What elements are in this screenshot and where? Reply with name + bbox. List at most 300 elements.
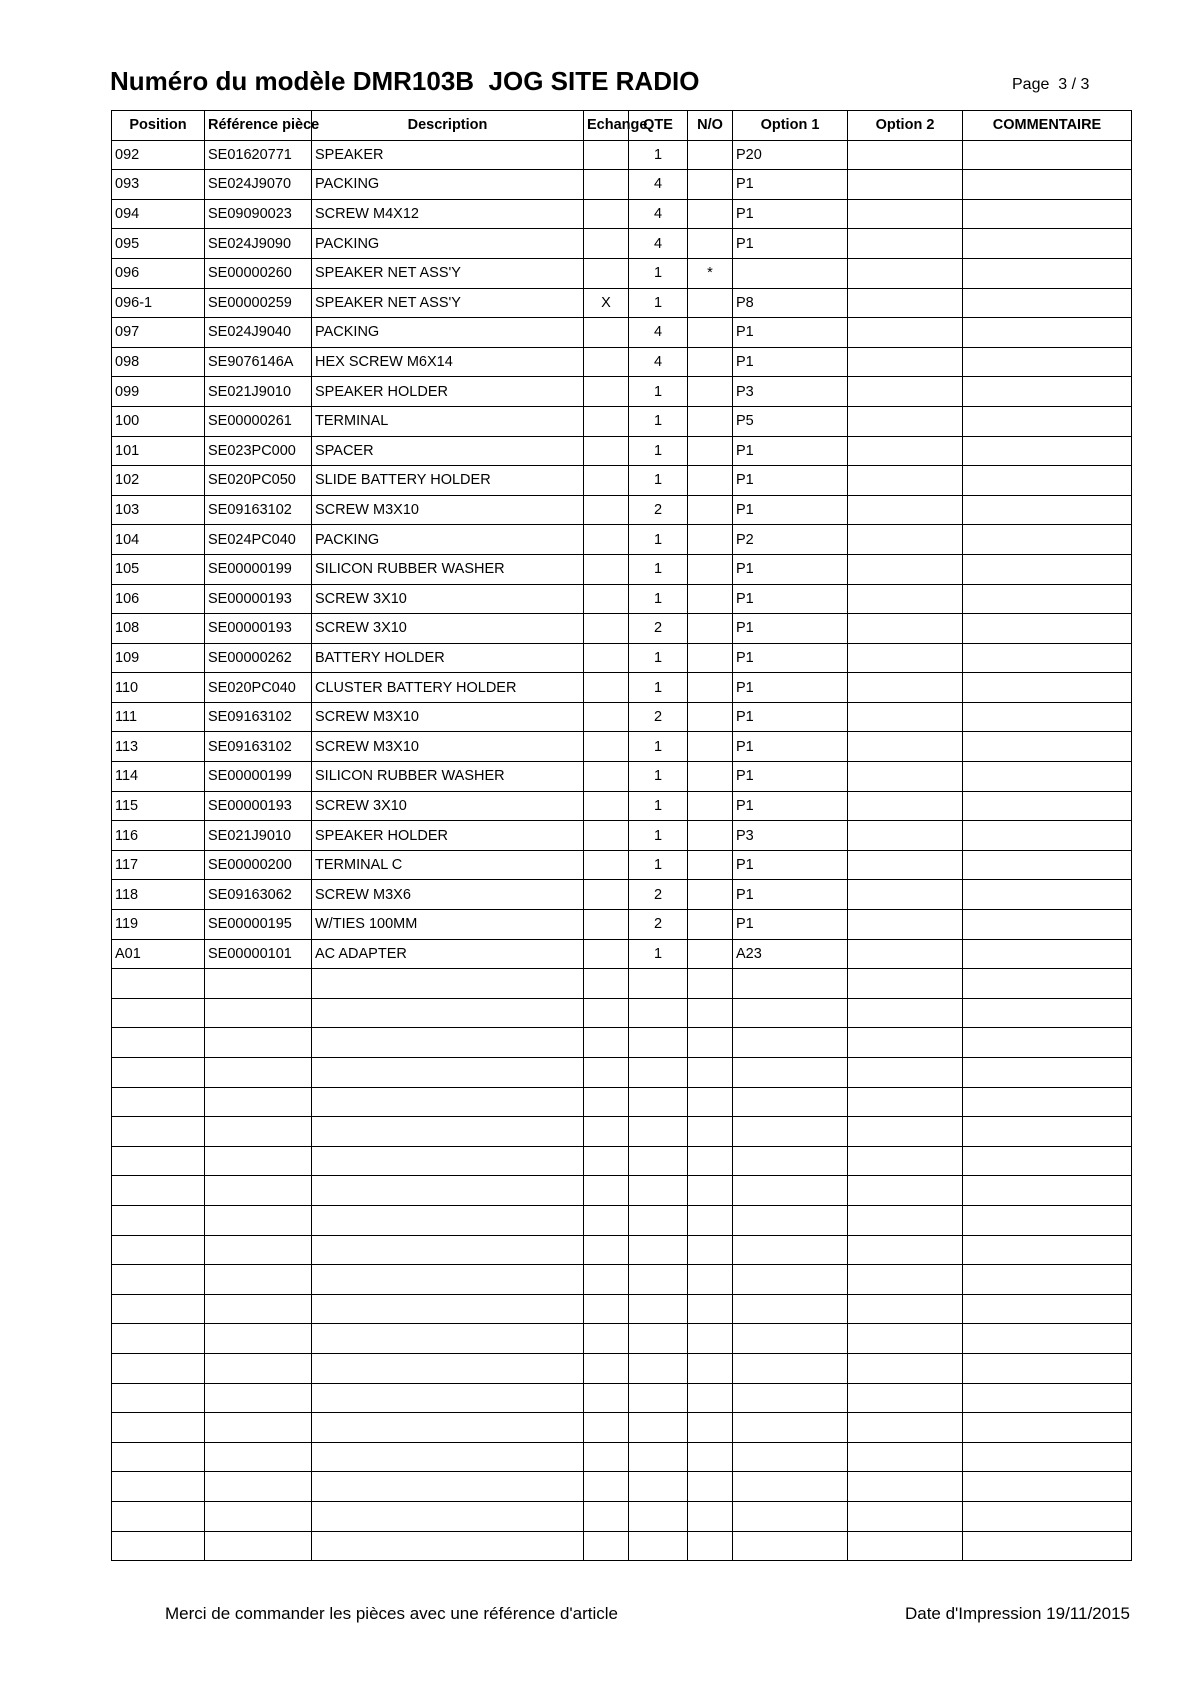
cell-echange xyxy=(584,1383,629,1413)
empty-table-row xyxy=(112,1501,1132,1531)
cell-description xyxy=(312,1353,584,1383)
cell-qte: 1 xyxy=(629,673,688,703)
cell-reference xyxy=(205,1176,312,1206)
cell-reference: SE09163102 xyxy=(205,702,312,732)
empty-table-row xyxy=(112,1531,1132,1561)
cell-option-1: P1 xyxy=(733,584,848,614)
table-row xyxy=(112,140,1132,170)
parts-table xyxy=(111,110,1132,1561)
cell-position: 110 xyxy=(112,673,205,703)
empty-table-row xyxy=(112,1472,1132,1502)
table-row xyxy=(112,258,1132,288)
empty-table-row xyxy=(112,1442,1132,1472)
cell-qte xyxy=(629,1205,688,1235)
cell-description: PACKING xyxy=(312,318,584,348)
cell-reference: SE09163102 xyxy=(205,732,312,762)
empty-table-row xyxy=(112,1265,1132,1295)
cell-echange xyxy=(584,1146,629,1176)
table-row xyxy=(112,584,1132,614)
cell-description: SPEAKER NET ASS'Y xyxy=(312,258,584,288)
cell-no xyxy=(688,762,733,792)
cell-position: 094 xyxy=(112,199,205,229)
column-header-option-1: Option 1 xyxy=(733,111,848,141)
cell-position xyxy=(112,1501,205,1531)
cell-echange xyxy=(584,554,629,584)
cell-position: 100 xyxy=(112,406,205,436)
table-row xyxy=(112,347,1132,377)
cell-option-2 xyxy=(848,1235,963,1265)
cell-no xyxy=(688,1353,733,1383)
cell-no xyxy=(688,495,733,525)
cell-description: TERMINAL C xyxy=(312,850,584,880)
column-header-no: N/O xyxy=(688,111,733,141)
cell-description: SPEAKER xyxy=(312,140,584,170)
cell-echange xyxy=(584,318,629,348)
table-row xyxy=(112,199,1132,229)
page-number: Page 3 / 3 xyxy=(1012,76,1090,93)
cell-reference: SE00000199 xyxy=(205,554,312,584)
cell-commentaire xyxy=(963,1146,1132,1176)
cell-qte: 1 xyxy=(629,377,688,407)
cell-commentaire xyxy=(963,821,1132,851)
cell-position xyxy=(112,1353,205,1383)
cell-echange xyxy=(584,1531,629,1561)
cell-no xyxy=(688,1146,733,1176)
cell-no xyxy=(688,318,733,348)
cell-description: SILICON RUBBER WASHER xyxy=(312,554,584,584)
cell-qte xyxy=(629,998,688,1028)
cell-commentaire xyxy=(963,1265,1132,1295)
cell-qte xyxy=(629,1176,688,1206)
cell-description xyxy=(312,969,584,999)
cell-no xyxy=(688,1413,733,1443)
cell-reference: SE09163062 xyxy=(205,880,312,910)
cell-option-2 xyxy=(848,140,963,170)
empty-table-row xyxy=(112,1383,1132,1413)
cell-option-1 xyxy=(733,1294,848,1324)
cell-position: 113 xyxy=(112,732,205,762)
empty-table-row xyxy=(112,1205,1132,1235)
table-header-row xyxy=(112,111,1132,141)
cell-reference xyxy=(205,1324,312,1354)
cell-no xyxy=(688,170,733,200)
cell-echange xyxy=(584,998,629,1028)
cell-no xyxy=(688,643,733,673)
cell-no xyxy=(688,880,733,910)
cell-no xyxy=(688,584,733,614)
cell-qte: 1 xyxy=(629,732,688,762)
cell-position: 096 xyxy=(112,258,205,288)
cell-echange xyxy=(584,1324,629,1354)
cell-echange xyxy=(584,1117,629,1147)
cell-echange xyxy=(584,850,629,880)
cell-no xyxy=(688,1117,733,1147)
cell-qte: 2 xyxy=(629,702,688,732)
cell-echange xyxy=(584,1235,629,1265)
table-row xyxy=(112,673,1132,703)
cell-commentaire xyxy=(963,1442,1132,1472)
cell-description: SCREW 3X10 xyxy=(312,791,584,821)
cell-description: SPEAKER NET ASS'Y xyxy=(312,288,584,318)
cell-option-2 xyxy=(848,939,963,969)
cell-option-2 xyxy=(848,791,963,821)
cell-reference xyxy=(205,1531,312,1561)
cell-option-1: P1 xyxy=(733,673,848,703)
cell-option-2 xyxy=(848,673,963,703)
cell-reference xyxy=(205,1413,312,1443)
table-row xyxy=(112,910,1132,940)
empty-table-row xyxy=(112,1353,1132,1383)
cell-option-1 xyxy=(733,969,848,999)
cell-reference: SE00000262 xyxy=(205,643,312,673)
cell-commentaire xyxy=(963,347,1132,377)
table-row xyxy=(112,318,1132,348)
table-row xyxy=(112,702,1132,732)
cell-commentaire xyxy=(963,495,1132,525)
cell-commentaire xyxy=(963,466,1132,496)
cell-no xyxy=(688,1058,733,1088)
cell-reference xyxy=(205,1146,312,1176)
cell-no xyxy=(688,288,733,318)
cell-position xyxy=(112,1176,205,1206)
cell-option-1 xyxy=(733,1383,848,1413)
cell-option-1 xyxy=(733,1058,848,1088)
cell-position xyxy=(112,1058,205,1088)
cell-option-1 xyxy=(733,998,848,1028)
cell-echange xyxy=(584,436,629,466)
cell-position: 092 xyxy=(112,140,205,170)
cell-qte: 4 xyxy=(629,229,688,259)
cell-reference: SE09163102 xyxy=(205,495,312,525)
cell-reference xyxy=(205,1353,312,1383)
footer-note: Merci de commander les pièces avec une référence d'article xyxy=(165,1604,619,1623)
cell-no xyxy=(688,406,733,436)
cell-commentaire xyxy=(963,614,1132,644)
cell-no xyxy=(688,1205,733,1235)
cell-echange xyxy=(584,1205,629,1235)
cell-reference xyxy=(205,1294,312,1324)
empty-table-row xyxy=(112,1176,1132,1206)
cell-option-1: P1 xyxy=(733,850,848,880)
table-row xyxy=(112,791,1132,821)
cell-description: SCREW M4X12 xyxy=(312,199,584,229)
cell-commentaire xyxy=(963,229,1132,259)
empty-table-row xyxy=(112,1413,1132,1443)
cell-commentaire xyxy=(963,554,1132,584)
cell-echange xyxy=(584,1472,629,1502)
table-row xyxy=(112,288,1132,318)
cell-description: PACKING xyxy=(312,525,584,555)
cell-commentaire xyxy=(963,1087,1132,1117)
cell-description xyxy=(312,1442,584,1472)
cell-echange xyxy=(584,880,629,910)
empty-table-row xyxy=(112,1146,1132,1176)
table-row xyxy=(112,762,1132,792)
cell-qte xyxy=(629,1028,688,1058)
cell-option-1: P1 xyxy=(733,762,848,792)
cell-option-1: P1 xyxy=(733,614,848,644)
empty-table-row xyxy=(112,1117,1132,1147)
cell-reference: SE021J9010 xyxy=(205,377,312,407)
table-row xyxy=(112,880,1132,910)
cell-qte: 1 xyxy=(629,850,688,880)
cell-option-2 xyxy=(848,1028,963,1058)
cell-description xyxy=(312,1028,584,1058)
cell-option-1 xyxy=(733,1176,848,1206)
cell-reference: SE021J9010 xyxy=(205,821,312,851)
cell-option-1 xyxy=(733,1472,848,1502)
cell-qte: 4 xyxy=(629,347,688,377)
cell-description xyxy=(312,1294,584,1324)
cell-qte xyxy=(629,1531,688,1561)
cell-commentaire xyxy=(963,1353,1132,1383)
cell-position: 115 xyxy=(112,791,205,821)
cell-echange xyxy=(584,1176,629,1206)
cell-echange xyxy=(584,1442,629,1472)
cell-option-1: P1 xyxy=(733,229,848,259)
cell-echange xyxy=(584,1087,629,1117)
cell-position: 119 xyxy=(112,910,205,940)
cell-echange xyxy=(584,762,629,792)
cell-position xyxy=(112,1531,205,1561)
cell-commentaire xyxy=(963,1383,1132,1413)
cell-reference: SE00000200 xyxy=(205,850,312,880)
cell-commentaire xyxy=(963,1117,1132,1147)
cell-option-2 xyxy=(848,1294,963,1324)
cell-reference: SE024J9090 xyxy=(205,229,312,259)
cell-option-1: P1 xyxy=(733,318,848,348)
table-row xyxy=(112,525,1132,555)
cell-commentaire xyxy=(963,436,1132,466)
cell-description xyxy=(312,998,584,1028)
cell-option-2 xyxy=(848,969,963,999)
cell-echange xyxy=(584,702,629,732)
cell-echange xyxy=(584,1058,629,1088)
cell-reference xyxy=(205,1265,312,1295)
cell-reference: SE01620771 xyxy=(205,140,312,170)
cell-commentaire xyxy=(963,1176,1132,1206)
cell-commentaire xyxy=(963,762,1132,792)
cell-echange xyxy=(584,347,629,377)
cell-description: SCREW 3X10 xyxy=(312,614,584,644)
cell-option-1: P1 xyxy=(733,732,848,762)
cell-option-2 xyxy=(848,170,963,200)
cell-echange xyxy=(584,673,629,703)
cell-option-1 xyxy=(733,1353,848,1383)
cell-description: SPACER xyxy=(312,436,584,466)
cell-option-2 xyxy=(848,850,963,880)
cell-option-1 xyxy=(733,1205,848,1235)
cell-option-1 xyxy=(733,1501,848,1531)
cell-commentaire xyxy=(963,406,1132,436)
column-header-echange: Echange xyxy=(584,111,629,141)
cell-option-1 xyxy=(733,1117,848,1147)
cell-option-2 xyxy=(848,1324,963,1354)
cell-qte xyxy=(629,1146,688,1176)
cell-description xyxy=(312,1501,584,1531)
cell-position xyxy=(112,969,205,999)
table-row xyxy=(112,939,1132,969)
cell-qte xyxy=(629,969,688,999)
cell-position: 111 xyxy=(112,702,205,732)
cell-option-2 xyxy=(848,1117,963,1147)
cell-commentaire xyxy=(963,791,1132,821)
cell-commentaire xyxy=(963,880,1132,910)
cell-description: PACKING xyxy=(312,229,584,259)
cell-option-2 xyxy=(848,229,963,259)
cell-option-2 xyxy=(848,614,963,644)
cell-echange xyxy=(584,1265,629,1295)
cell-option-1 xyxy=(733,1146,848,1176)
cell-option-2 xyxy=(848,318,963,348)
cell-description xyxy=(312,1176,584,1206)
cell-position: 097 xyxy=(112,318,205,348)
cell-option-2 xyxy=(848,406,963,436)
cell-position: 099 xyxy=(112,377,205,407)
cell-no xyxy=(688,1383,733,1413)
cell-description xyxy=(312,1146,584,1176)
cell-position: 105 xyxy=(112,554,205,584)
cell-commentaire xyxy=(963,258,1132,288)
cell-commentaire xyxy=(963,702,1132,732)
cell-qte xyxy=(629,1294,688,1324)
cell-commentaire xyxy=(963,318,1132,348)
cell-position xyxy=(112,1383,205,1413)
cell-commentaire xyxy=(963,1413,1132,1443)
cell-description: SLIDE BATTERY HOLDER xyxy=(312,466,584,496)
cell-echange xyxy=(584,258,629,288)
table-row xyxy=(112,643,1132,673)
table-row xyxy=(112,229,1132,259)
cell-option-1 xyxy=(733,1531,848,1561)
cell-qte xyxy=(629,1087,688,1117)
cell-option-1: P1 xyxy=(733,702,848,732)
cell-no xyxy=(688,998,733,1028)
cell-description: SCREW M3X10 xyxy=(312,702,584,732)
cell-qte xyxy=(629,1413,688,1443)
cell-qte: 2 xyxy=(629,495,688,525)
cell-option-2 xyxy=(848,1442,963,1472)
cell-qte xyxy=(629,1472,688,1502)
cell-option-1: P8 xyxy=(733,288,848,318)
cell-qte xyxy=(629,1383,688,1413)
cell-option-1: P1 xyxy=(733,791,848,821)
cell-option-2 xyxy=(848,1087,963,1117)
table-row xyxy=(112,377,1132,407)
cell-position: 101 xyxy=(112,436,205,466)
cell-qte xyxy=(629,1353,688,1383)
cell-commentaire xyxy=(963,643,1132,673)
cell-commentaire xyxy=(963,1294,1132,1324)
cell-reference: SE00000259 xyxy=(205,288,312,318)
column-header-description: Description xyxy=(312,111,584,141)
cell-qte xyxy=(629,1235,688,1265)
cell-position: 106 xyxy=(112,584,205,614)
cell-option-1: P1 xyxy=(733,436,848,466)
cell-qte: 2 xyxy=(629,910,688,940)
cell-option-2 xyxy=(848,525,963,555)
cell-position xyxy=(112,1472,205,1502)
cell-echange xyxy=(584,377,629,407)
cell-no xyxy=(688,673,733,703)
cell-description xyxy=(312,1531,584,1561)
cell-reference xyxy=(205,1472,312,1502)
cell-echange xyxy=(584,969,629,999)
cell-position: 118 xyxy=(112,880,205,910)
parts-table-body xyxy=(112,140,1132,1561)
cell-commentaire xyxy=(963,1058,1132,1088)
cell-option-2 xyxy=(848,880,963,910)
cell-no xyxy=(688,939,733,969)
cell-reference xyxy=(205,1442,312,1472)
cell-reference: SE020PC040 xyxy=(205,673,312,703)
cell-position: 117 xyxy=(112,850,205,880)
cell-position xyxy=(112,1265,205,1295)
cell-qte xyxy=(629,1058,688,1088)
cell-position xyxy=(112,1205,205,1235)
cell-description: SPEAKER HOLDER xyxy=(312,821,584,851)
cell-position xyxy=(112,1117,205,1147)
cell-option-2 xyxy=(848,199,963,229)
cell-qte: 4 xyxy=(629,318,688,348)
cell-echange xyxy=(584,1294,629,1324)
cell-option-1: P2 xyxy=(733,525,848,555)
cell-option-1 xyxy=(733,258,848,288)
empty-table-row xyxy=(112,1324,1132,1354)
cell-echange xyxy=(584,170,629,200)
empty-table-row xyxy=(112,1294,1132,1324)
cell-no xyxy=(688,525,733,555)
cell-echange xyxy=(584,614,629,644)
cell-option-2 xyxy=(848,1353,963,1383)
cell-reference: SE09090023 xyxy=(205,199,312,229)
cell-echange xyxy=(584,584,629,614)
cell-no xyxy=(688,850,733,880)
cell-description: SCREW 3X10 xyxy=(312,584,584,614)
cell-no xyxy=(688,614,733,644)
cell-echange xyxy=(584,1501,629,1531)
cell-echange xyxy=(584,495,629,525)
cell-option-1: P1 xyxy=(733,170,848,200)
cell-qte: 1 xyxy=(629,554,688,584)
cell-option-1: P1 xyxy=(733,347,848,377)
cell-description xyxy=(312,1324,584,1354)
cell-qte xyxy=(629,1265,688,1295)
cell-no xyxy=(688,969,733,999)
cell-qte xyxy=(629,1324,688,1354)
cell-echange xyxy=(584,732,629,762)
cell-no xyxy=(688,199,733,229)
cell-option-2 xyxy=(848,821,963,851)
cell-option-2 xyxy=(848,1413,963,1443)
cell-qte: 1 xyxy=(629,258,688,288)
cell-option-1 xyxy=(733,1265,848,1295)
cell-option-1: P1 xyxy=(733,554,848,584)
page-title: Numéro du modèle DMR103B JOG SITE RADIO xyxy=(110,66,700,96)
cell-reference: SE00000261 xyxy=(205,406,312,436)
cell-reference xyxy=(205,998,312,1028)
cell-option-2 xyxy=(848,584,963,614)
cell-option-2 xyxy=(848,466,963,496)
cell-description xyxy=(312,1413,584,1443)
cell-no xyxy=(688,910,733,940)
cell-echange xyxy=(584,229,629,259)
cell-reference: SE00000101 xyxy=(205,939,312,969)
cell-description: W/TIES 100MM xyxy=(312,910,584,940)
cell-option-2 xyxy=(848,1146,963,1176)
cell-reference xyxy=(205,1235,312,1265)
cell-description xyxy=(312,1058,584,1088)
